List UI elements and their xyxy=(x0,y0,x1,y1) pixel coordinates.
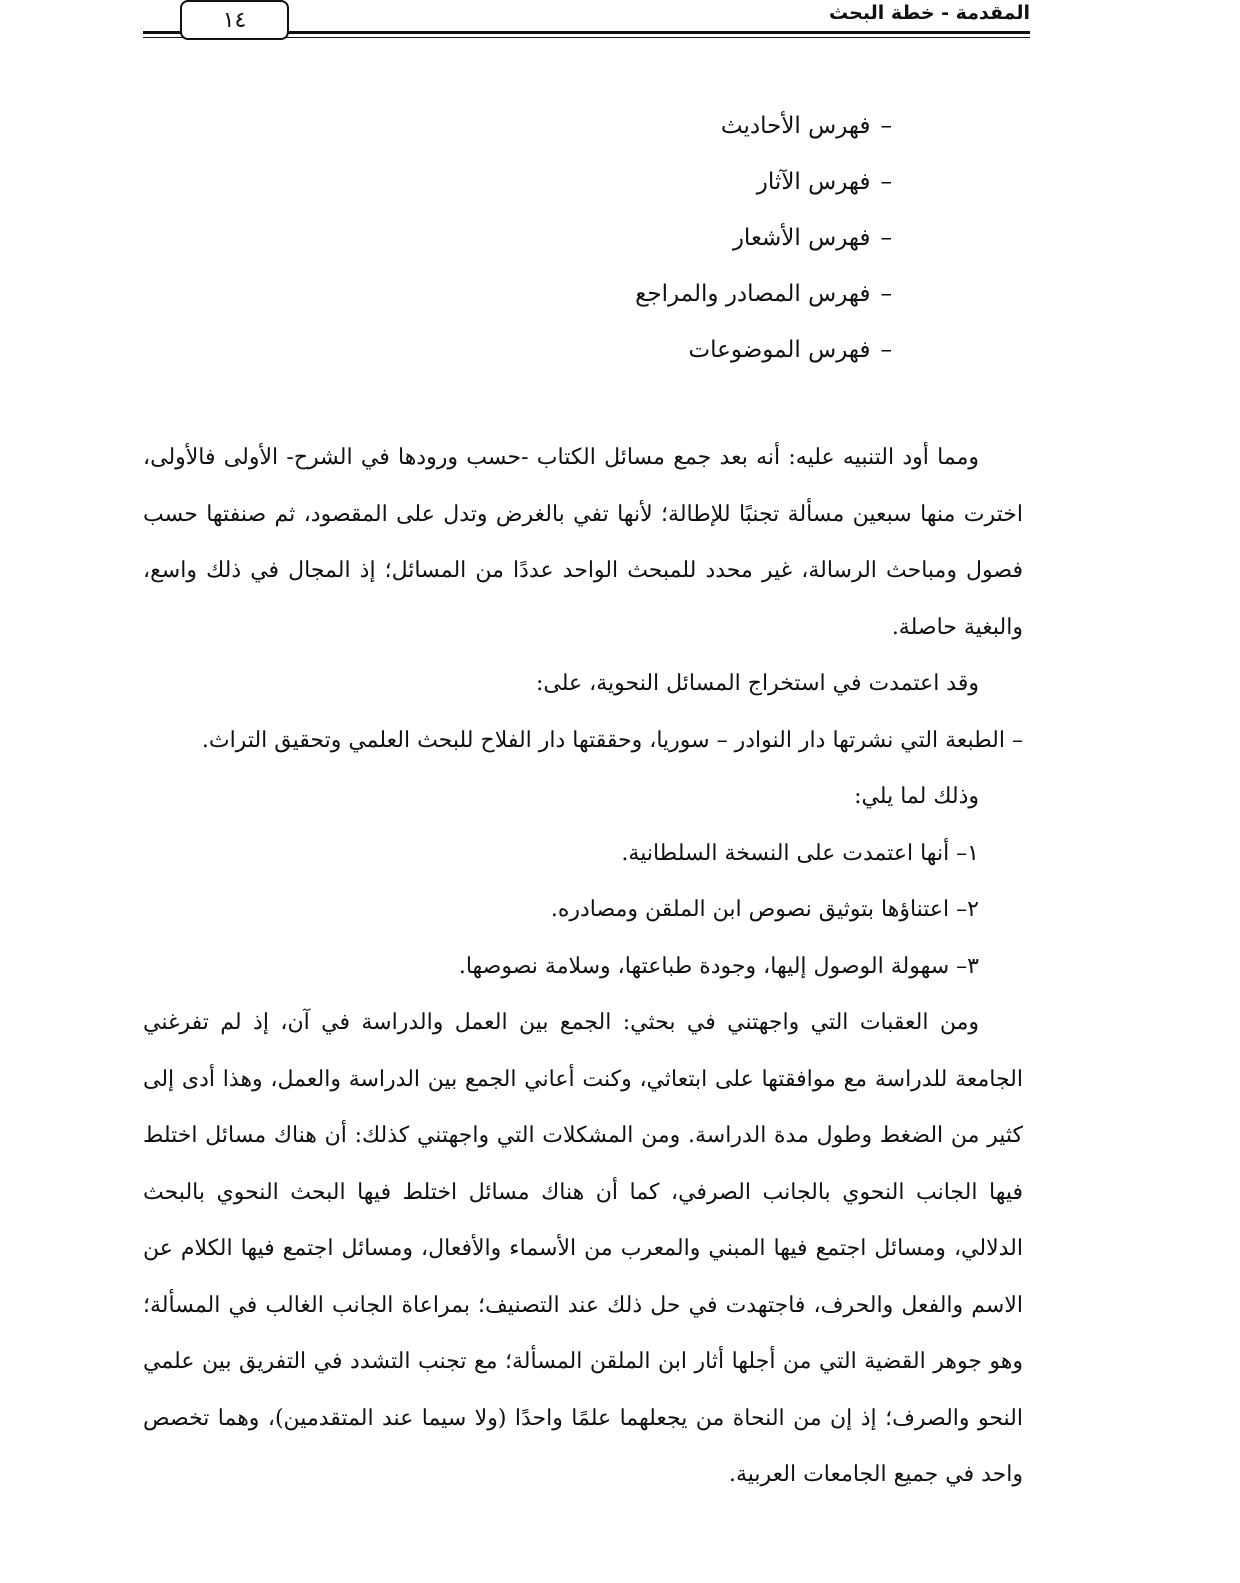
paragraph-note: ومما أود التنبيه عليه: أنه بعد جمع مسائل الكتاب -حسب ورودها في الشرح- الأولى فالأولى، اخترت منها سبعين مسألة تجنبًا للإطالة؛ لأنها تفي بالغرض وتدل على المقصود، ثم صنفتها حسب فصول ومباحث الرسالة، غير محدد للمبحث الواحد عددًا من المسائل؛ إذ المجال في ذلك واسع، والبغية حاصلة. xyxy=(143,445,1023,640)
list-item-label: فهرس الآثار xyxy=(756,169,871,195)
list-item-label: فهرس الموضوعات xyxy=(688,337,871,363)
list-item xyxy=(492,154,892,210)
paragraph-edition: – الطبعة التي نشرتها دار النوادر – سوريا، وحققتها دار الفلاح للبحث العلمي وتحقيق التراث. xyxy=(201,727,1023,753)
paragraph-obstacles: ومن العقبات التي واجهتني في بحثي: الجمع بين العمل والدراسة في آن، إذ لم تفرغني الجامعة للدراسة مع موافقتها على ابتعاثي، وكنت أعاني الجمع بين الدراسة والعمل، وهذا أدى إلى كثير من الضغط وطول مدة الدراسة. ومن المشكلات التي واجهتني كذلك: أن هناك مسائل اختلط فيها الجانب النحوي بالجانب الصرفي، كما أن هناك مسائل اختلط فيها البحث النحوي بالبحث الدلالي، ومسائل اجتمع فيها المبني والمعرب من الأسماء والأفعال، ومسائل اجتمع فيها الكلام عن الاسم والفعل والحرف، فاجتهدت في حل ذلك عند التصنيف؛ بمراعاة الجانب الغالب في المسألة؛ وهو جوهر القضية التي من أجلها أثار ابن الملقن المسألة؛ مع تجنب التشدد في التفريق بين علمي النحو والصرف؛ إذ إن من النحاة من يجعلهما علمًا واحدًا (ولا سيما عند المتقدمين)، وهما تخصص واحد في جميع الجامعات العربية. xyxy=(143,1010,1023,1487)
list-item xyxy=(492,322,892,378)
paragraph-sources-intro: وقد اعتمدت في استخراج المسائل النحوية، على: xyxy=(535,671,979,696)
list-item xyxy=(492,210,892,266)
list-dash: – xyxy=(880,113,892,139)
page-header xyxy=(143,0,1030,45)
list-dash: – xyxy=(880,337,892,363)
paragraph-reasons-intro: وذلك لما يلي: xyxy=(854,784,979,809)
list-dash: – xyxy=(880,169,892,195)
running-title: المقدمة - خطة البحث xyxy=(829,2,1030,24)
list-item xyxy=(492,266,892,322)
index-list xyxy=(492,98,892,378)
list-dash: – xyxy=(880,225,892,251)
reason-item: ٢– اعتناؤها بتوثيق نصوص ابن الملقن ومصادره. xyxy=(550,897,979,922)
reason-item: ٣– سهولة الوصول إليها، وجودة طباعتها، وسلامة نصوصها. xyxy=(458,953,979,979)
list-dash: – xyxy=(880,281,892,307)
reason-item: ١– أنها اعتمدت على النسخة السلطانية. xyxy=(621,840,979,866)
list-item-label: فهرس الأحاديث xyxy=(720,113,871,139)
list-item xyxy=(492,98,892,154)
list-item-label: فهرس الأشعار xyxy=(732,225,871,251)
list-item-label: فهرس المصادر والمراجع xyxy=(635,281,871,307)
body-text xyxy=(143,430,1023,1504)
page-number: ١٤ xyxy=(180,0,289,40)
